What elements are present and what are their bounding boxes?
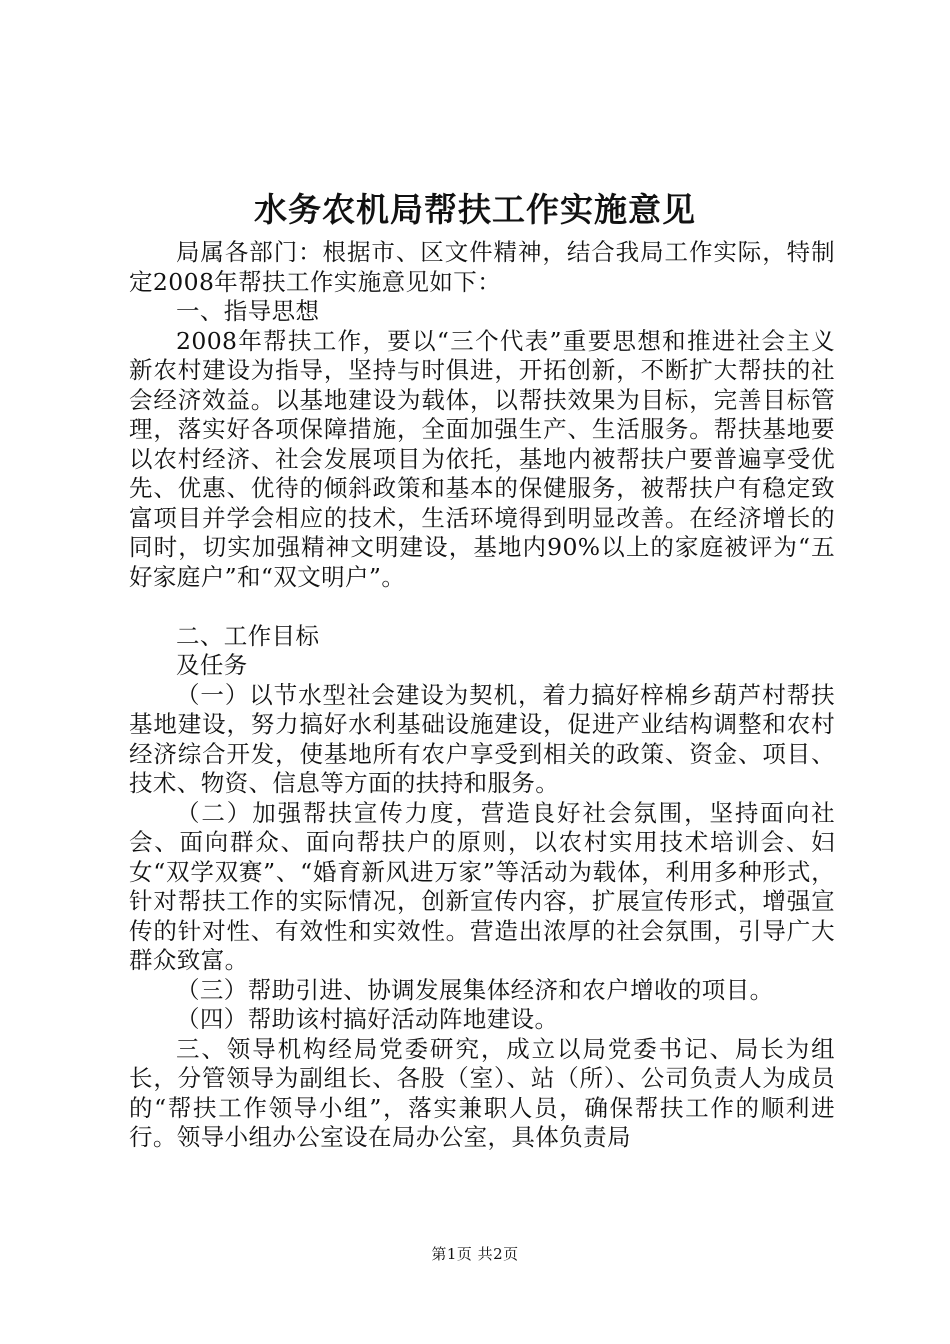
paragraph-guiding-ideology: 2008年帮扶工作，要以“三个代表”重要思想和推进社会主义新农村建设为指导，坚持与时俱进，开拓创新，不断扩大帮扶的社会经济效益。以基地建设为载体，以帮扶效果为目标，完善目标管理，落实好各项保障措施，全面加强生产、生活服务。帮扶基地要以农村经济、社会发展项目为依托，基地内被帮扶户要普遍享受优先、优惠、优待的倾斜政策和基本的保健服务，被帮扶户有稳定致富项目并学会相应的技术，生活环境得到明显改善。在经济增长的同时，切实加强精神文明建设，基地内90%以上的家庭被评为“五好家庭户”和“双文明户”。: [129, 326, 835, 591]
paragraph-task-3: （三）帮助引进、协调发展集体经济和农户增收的项目。: [176, 975, 774, 1004]
document-body: [129, 238, 835, 1153]
paragraph-task-4: （四）帮助该村搞好活动阵地建设。: [176, 1005, 559, 1033]
paragraph-task-2: （二）加强帮扶宣传力度，营造良好社会氛围，坚持面向社会、面向群众、面向帮扶户的原则，以农村实用技术培训会、妇女“双学双赛”、“婚育新风进万家”等活动为载体，利用多种形式，针对帮扶工作的实际情况，创新宣传内容，扩展宣传形式，增强宣传的针对性、有效性和实效性。营造出浓厚的社会氛围，引导广大群众致富。: [129, 798, 835, 974]
document-title: 水务农机局帮扶工作实施意见: [254, 190, 696, 229]
paragraph-task-1: （一）以节水型社会建设为契机，着力搞好梓棉乡葫芦村帮扶基地建设，努力搞好水利基础设施建设，促进产业结构调整和农村经济综合开发，使基地所有农户享受到相关的政策、资金、项目、技术、物资、信息等方面的扶持和服务。: [129, 680, 835, 797]
paragraph-leadership: 三、领导机构经局党委研究，成立以局党委书记、局长为组长，分管领导为副组长、各股（室）、站（所）、公司负责人为成员的“帮扶工作领导小组”，落实兼职人员，确保帮扶工作的顺利进行。领导小组办公室设在局办公室，具体负责局: [129, 1034, 835, 1151]
page-number-footer: 第1页 共2页: [431, 1245, 519, 1263]
section-heading-work-goals-continued: 及任务: [176, 651, 248, 679]
section-heading-guiding-ideology: 一、指导思想: [176, 297, 320, 325]
section-heading-work-goals: 二、工作目标: [176, 621, 320, 650]
paragraph-greeting: 局属各部门：根据市、区文件精神，结合我局工作实际，特制定2008年帮扶工作实施意见如下：: [129, 238, 835, 296]
blank-line: [129, 592, 835, 622]
